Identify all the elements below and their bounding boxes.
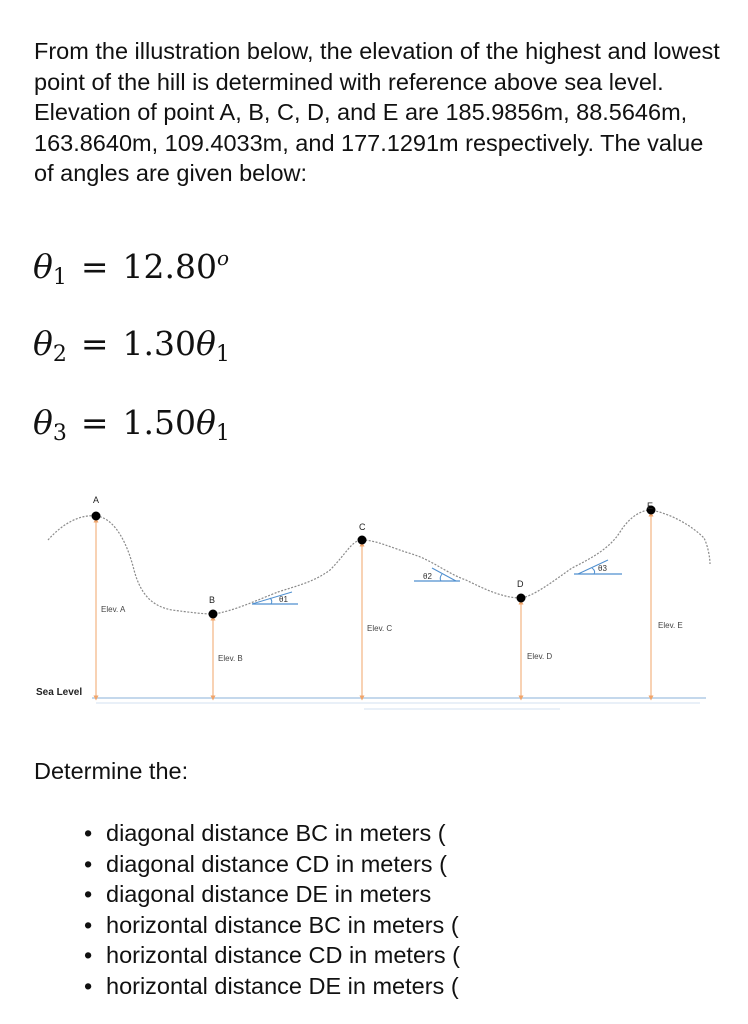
task-text: diagonal distance BC in meters ( [106, 820, 446, 846]
equation-ref-subscript: 1 [215, 421, 230, 446]
elevation-e-label: Elev. E [658, 621, 683, 630]
equation-ref-symbol: θ [196, 324, 216, 363]
problem-intro: From the illustration below, the elevation of the highest and lowest point of the hill is determined with reference above sea level. Elevation of point A, B, C, D, and E are 185.9856m, 88.5646m, 163.8640m, 109.4033m, and 177.1291m respectively. The value of angles are given below: [34, 38, 720, 186]
angle-theta1-label: θ1 [279, 595, 288, 604]
task-text: diagonal distance CD in meters ( [106, 850, 447, 877]
bullet-icon: • [84, 972, 93, 999]
point-c-marker [358, 536, 367, 545]
point-a-label: A [93, 495, 100, 505]
equation-value: 1.50 [122, 403, 197, 442]
equation-symbol: θ [33, 324, 53, 363]
equation-theta1 [33, 246, 229, 294]
point-a-marker [92, 512, 101, 521]
task-text: horizontal distance CD in meters ( [106, 942, 460, 968]
equation-subscript: 2 [52, 342, 67, 367]
hill-diagram-svg [0, 488, 748, 720]
tasks-heading: Determine the: [34, 758, 189, 784]
sea-level-label: Sea Level [36, 687, 83, 698]
degree-superscript: o [217, 246, 230, 270]
elevation-a-label: Elev. A [101, 605, 126, 614]
angle-marker-theta1 [252, 592, 298, 604]
point-d-label: D [517, 579, 524, 589]
equals-sign: = [80, 324, 109, 363]
list-item [84, 849, 460, 880]
point-d-marker [517, 594, 526, 603]
task-text: horizontal distance DE in meters ( [106, 972, 459, 999]
list-item [84, 879, 460, 910]
angle-theta3-label: θ3 [598, 564, 607, 573]
equation-ref-symbol: θ [196, 403, 216, 442]
equation-subscript: 1 [52, 265, 67, 290]
bullet-icon: • [84, 911, 93, 938]
list-item [84, 940, 460, 971]
point-c-label: C [359, 522, 366, 532]
equals-sign: = [80, 403, 109, 442]
bullet-icon: • [84, 850, 93, 877]
equation-symbol: θ [33, 403, 53, 442]
task-text: diagonal distance DE in meters [106, 881, 432, 907]
equation-theta2 [33, 324, 230, 372]
list-item [84, 818, 460, 849]
bullet-icon: • [84, 820, 93, 846]
equation-value: 1.30 [122, 324, 197, 363]
equation-symbol: θ [33, 247, 53, 286]
task-text: horizontal distance BC in meters ( [106, 911, 459, 938]
angle-theta2-label: θ2 [423, 572, 432, 581]
list-item [84, 971, 460, 1002]
equation-value: 12.80 [122, 247, 218, 286]
bullet-icon: • [84, 881, 93, 907]
equation-ref-subscript: 1 [215, 342, 230, 367]
point-b-label: B [209, 595, 216, 605]
equation-subscript: 3 [52, 421, 67, 446]
equals-sign: = [80, 247, 109, 286]
point-e-label: E [647, 501, 654, 511]
elevation-d-label: Elev. D [527, 652, 553, 661]
elevation-b-label: Elev. B [218, 654, 243, 663]
list-item [84, 910, 460, 941]
equation-theta3 [33, 403, 230, 451]
elevation-c-label: Elev. C [367, 624, 393, 633]
hill-diagram [0, 488, 748, 720]
bullet-icon: • [84, 942, 93, 968]
point-b-marker [209, 610, 218, 619]
terrain-profile [48, 510, 710, 614]
tasks-list [84, 818, 460, 1001]
